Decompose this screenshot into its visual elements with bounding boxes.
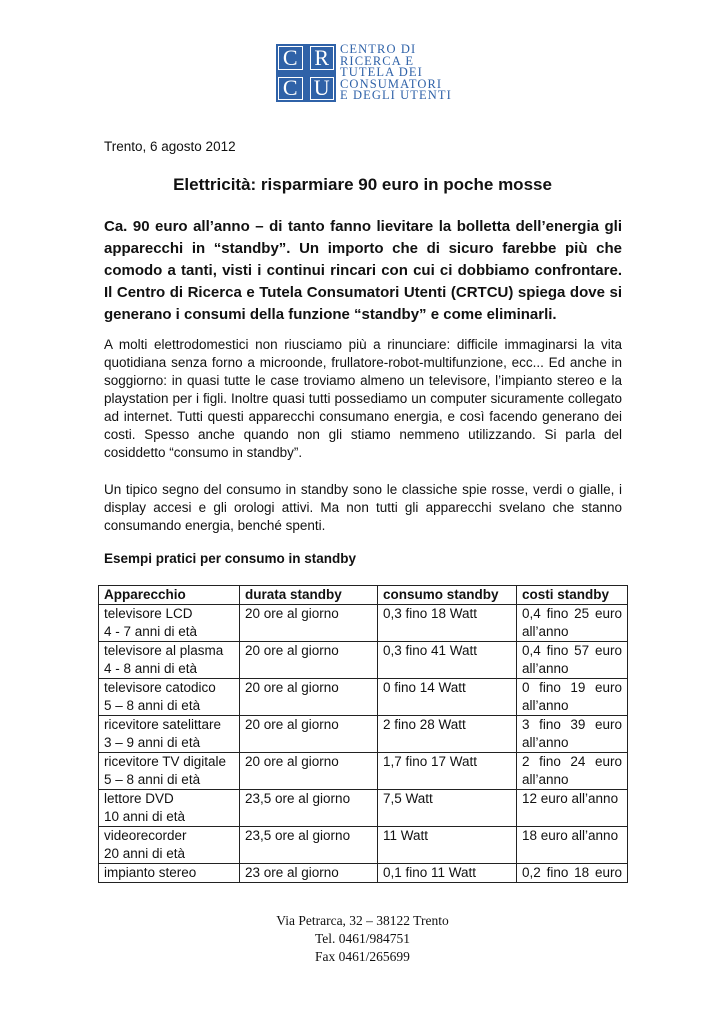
cost-word: 39 <box>570 717 586 732</box>
logo-mark <box>276 44 336 102</box>
cost-word: fino <box>539 680 561 695</box>
logo-line: TUTELA DEI <box>340 65 423 80</box>
cost-cell <box>517 605 628 642</box>
device-cell <box>99 642 240 679</box>
device-age: 20 anni di età <box>104 846 186 861</box>
cost-word: 0,4 <box>522 643 541 658</box>
duration-cell: 20 ore al giorno <box>240 716 378 753</box>
duration-cell: 23,5 ore al giorno <box>240 827 378 864</box>
section-title: Esempi pratici per consumo in standby <box>104 551 357 566</box>
cost-period: all’anno <box>522 698 569 713</box>
logo-letter: C <box>276 75 305 103</box>
cost-cell <box>517 679 628 716</box>
consumption-cell: 0,3 fino 18 Watt <box>378 605 517 642</box>
device-cell: impianto stereo <box>99 864 240 883</box>
device-cell <box>99 753 240 790</box>
cost-period: all’anno <box>522 661 569 676</box>
cost-cell <box>517 716 628 753</box>
logo-line: RICERCA E <box>340 53 415 68</box>
logo-line: CONSUMATORI <box>340 76 443 91</box>
consumption-cell: 0 fino 14 Watt <box>378 679 517 716</box>
logo-letter: R <box>308 44 337 72</box>
cost-period: all’anno <box>522 735 569 750</box>
body-paragraph: Un tipico segno del consumo in standby sono le classiche spie rosse, verdi o gialle, i display accesi e gli orologi attivi. Ma non tutti gli apparecchi svelano che stanno consumando energia, benché spenti. <box>104 482 622 533</box>
cost-word: euro <box>594 754 622 769</box>
device-age: 3 – 9 anni di età <box>104 735 201 750</box>
table-row <box>99 827 628 864</box>
cost-word: euro <box>594 680 622 695</box>
cost-word: fino <box>546 643 569 658</box>
table-row <box>99 679 628 716</box>
cost-word: euro <box>594 717 622 732</box>
table-row <box>99 753 628 790</box>
table-row <box>99 864 628 883</box>
cost-word: 0,4 <box>522 606 541 621</box>
cost-word: 0 <box>522 680 530 695</box>
logo-line: E DEGLI UTENTI <box>340 88 452 103</box>
footer-contact <box>0 912 725 966</box>
cost-cell <box>517 642 628 679</box>
column-header: costi standby <box>517 586 628 605</box>
cost-word: 18 <box>574 865 590 880</box>
cost-word: 2 <box>522 754 530 769</box>
consumption-cell: 7,5 Watt <box>378 790 517 827</box>
device-cell <box>99 605 240 642</box>
duration-cell: 20 ore al giorno <box>240 679 378 716</box>
duration-cell: 23,5 ore al giorno <box>240 790 378 827</box>
cost-word: euro <box>594 606 622 621</box>
table-row <box>99 605 628 642</box>
device-age: 4 - 7 anni di età <box>104 624 198 639</box>
column-header: consumo standby <box>378 586 517 605</box>
consumption-cell: 0,1 fino 11 Watt <box>378 864 517 883</box>
standby-table <box>98 585 628 883</box>
footer-tel: Tel. 0461/984751 <box>314 931 411 946</box>
cost-word: fino <box>539 754 561 769</box>
cost-word: fino <box>546 865 569 880</box>
duration-cell: 20 ore al giorno <box>240 605 378 642</box>
cost-word: fino <box>539 717 561 732</box>
consumption-cell: 0,3 fino 41 Watt <box>378 642 517 679</box>
device-age: 5 – 8 anni di età <box>104 772 201 787</box>
cost-word: 25 <box>574 606 590 621</box>
cost-period: all’anno <box>522 624 569 639</box>
cost-period: all’anno <box>522 772 569 787</box>
lead-paragraph: Ca. 90 euro all’anno – di tanto fanno lievitare la bolletta dell’energia gli apparecchi in “standby”. Un importo che di sicuro farebbe più che comodo a tanti, visti i continui rincari con cui ci dobbiamo confrontare. Il Centro di Ricerca e Tutela Consumatori Utenti (CRTCU) spiega dove si generano i consumi della funzione “standby” e come eliminarli. <box>104 218 622 323</box>
device-cell <box>99 827 240 864</box>
consumption-cell: 11 Watt <box>378 827 517 864</box>
document-date: Trento, 6 agosto 2012 <box>104 139 236 154</box>
cost-cell <box>517 864 628 883</box>
device-name: lettore DVD <box>104 791 174 806</box>
cost-cell: 18 euro all’anno <box>517 827 628 864</box>
device-name: ricevitore satelittare <box>104 717 222 732</box>
device-age: 4 - 8 anni di età <box>104 661 198 676</box>
document-title: Elettricità: risparmiare 90 euro in poche mosse <box>173 175 552 194</box>
body-paragraph: A molti elettrodomestici non riusciamo più a rinunciare: difficile immaginarsi la vita quotidiana senza forno a microonde, frullatore-robot-multifunzione, ecc... Ed anche in soggiorno: in quasi tutte le case troviamo almeno un televisore, l’impianto stereo e la playstation per i figli. Inoltre quasi tutti possediamo un computer sicuramente collegato ad internet. Tutti questi apparecchi consumano energia, e così facendo generano dei costi. Spesso anche quando non gli stiamo nemmeno utilizzando. Si parla del cosiddetto “consumo in standby”. <box>104 337 622 460</box>
column-header: Apparecchio <box>99 586 240 605</box>
footer-address: Via Petrarca, 32 – 38122 Trento <box>276 913 449 928</box>
cost-cell: 12 euro all’anno <box>517 790 628 827</box>
logo-letter: U <box>308 75 337 103</box>
duration-cell: 20 ore al giorno <box>240 753 378 790</box>
device-cell <box>99 716 240 753</box>
device-age: 5 – 8 anni di età <box>104 698 201 713</box>
cost-word: 0,2 <box>522 865 541 880</box>
duration-cell: 23 ore al giorno <box>240 864 378 883</box>
logo-line: CENTRO DI <box>340 42 417 56</box>
device-name: televisore LCD <box>104 606 193 621</box>
device-name: videorecorder <box>104 828 187 843</box>
column-header: durata standby <box>240 586 378 605</box>
device-name: ricevitore TV digitale <box>104 754 227 769</box>
logo-letter: C <box>276 44 305 72</box>
cost-word: euro <box>594 643 622 658</box>
device-age: 10 anni di età <box>104 809 186 824</box>
cost-word: 3 <box>522 717 530 732</box>
consumption-cell: 2 fino 28 Watt <box>378 716 517 753</box>
footer-fax: Fax 0461/265699 <box>315 949 410 964</box>
cost-word: fino <box>546 606 569 621</box>
device-cell <box>99 679 240 716</box>
device-name: televisore catodico <box>104 680 216 695</box>
table-row <box>99 642 628 679</box>
cost-word: 19 <box>570 680 586 695</box>
cost-word: 24 <box>570 754 586 769</box>
table-row <box>99 716 628 753</box>
consumption-cell: 1,7 fino 17 Watt <box>378 753 517 790</box>
cost-word: euro <box>594 865 622 880</box>
cost-cell <box>517 753 628 790</box>
device-cell <box>99 790 240 827</box>
device-name: televisore al plasma <box>104 643 224 658</box>
crtcu-logo <box>276 44 452 102</box>
logo-wordmark <box>340 44 452 102</box>
table-header-row <box>99 586 628 605</box>
table-row <box>99 790 628 827</box>
duration-cell: 20 ore al giorno <box>240 642 378 679</box>
cost-word: 57 <box>574 643 590 658</box>
